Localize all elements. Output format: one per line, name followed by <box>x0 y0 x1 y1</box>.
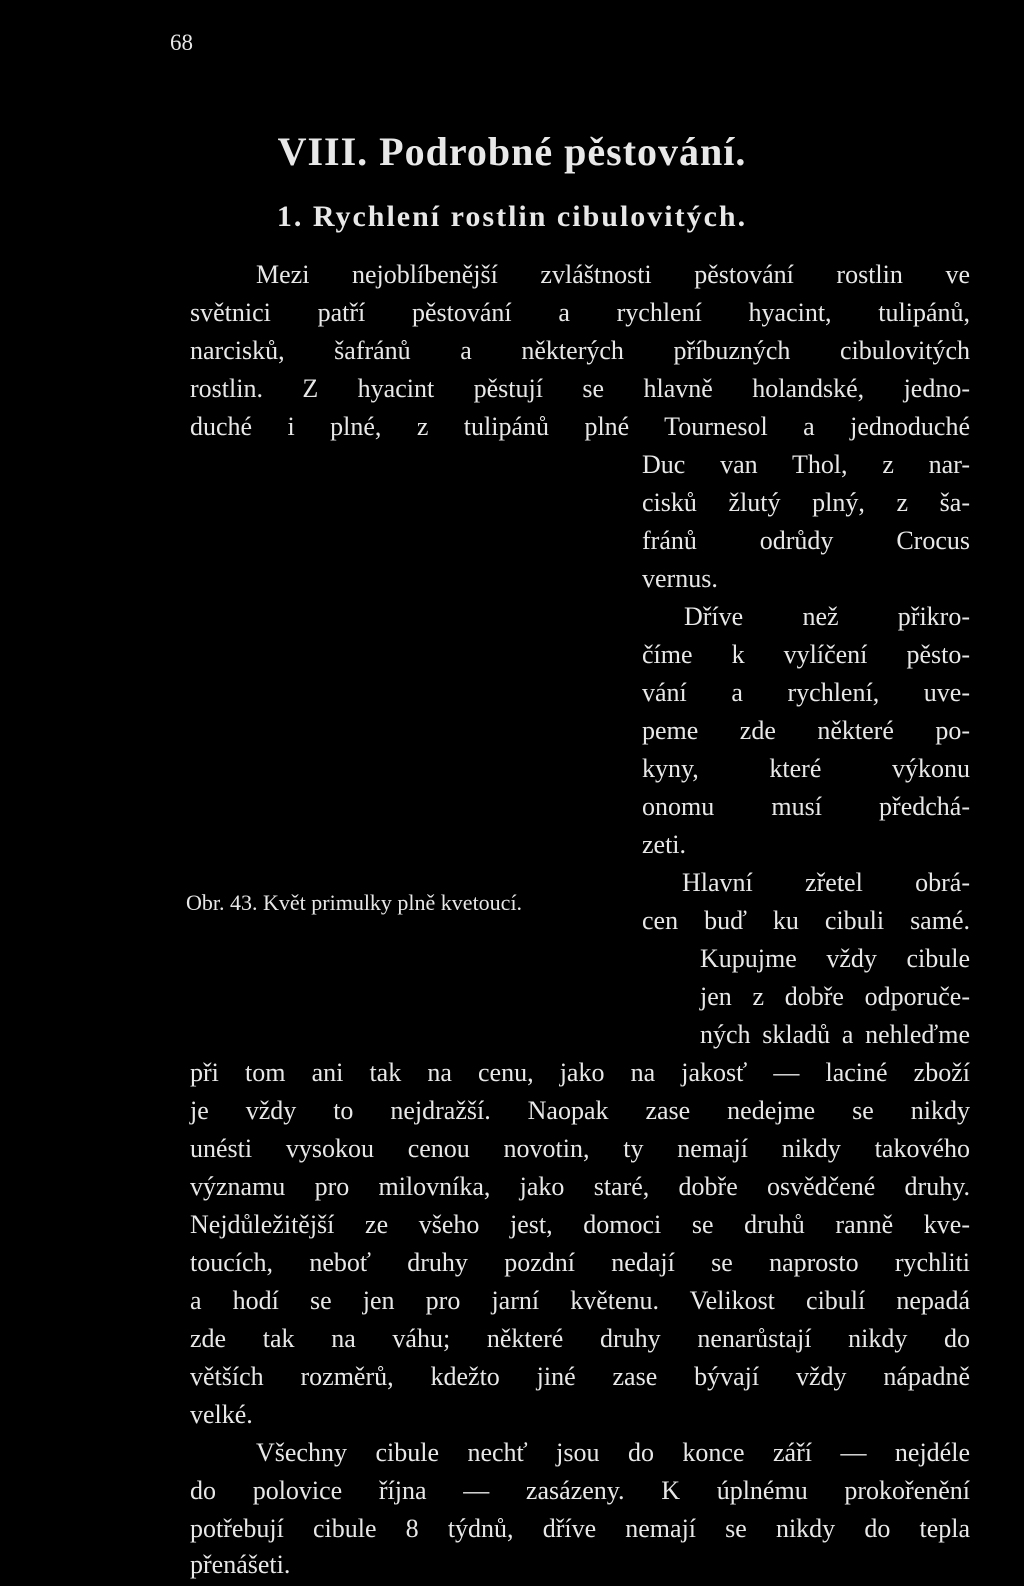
text-line: Hlavní zřetel obrá- <box>682 868 970 897</box>
text-line: vernus. <box>642 564 718 593</box>
text-line: větších rozměrů, kdežto jiné zase bývají vždy nápadně <box>190 1362 970 1391</box>
text-line: cisků žlutý plný, z ša- <box>642 488 970 517</box>
text-line: duché i plné, z tulipánů plné Tournesol a jednoduché <box>190 412 970 441</box>
text-line: cen buď ku cibuli samé. <box>642 906 970 935</box>
text-line: kyny, které výkonu <box>642 754 970 783</box>
text-line: číme k vylíčení pěsto- <box>642 640 970 669</box>
text-line: a hodí se jen pro jarní květenu. Velikost cibulí nepadá <box>190 1286 970 1315</box>
text-line: unésti vysokou cenou novotin, ty nemají nikdy takového <box>190 1134 970 1163</box>
text-line: jen z dobře odporuče- <box>700 982 970 1011</box>
text-line: je vždy to nejdražší. Naopak zase nedejme se nikdy <box>190 1096 970 1125</box>
text-line: při tom ani tak na cenu, jako na jakosť — laciné zboží <box>190 1058 970 1087</box>
text-line: Mezi nejoblíbenější zvláštnosti pěstování rostlin ve <box>256 260 970 289</box>
text-line: do polovice října — zasázeny. K úplnému prokořenění <box>190 1476 970 1505</box>
text-line: zde tak na váhu; některé druhy nenarůstají nikdy do <box>190 1324 970 1353</box>
text-line: Všechny cibule nechť jsou do konce září — nejdéle <box>256 1438 970 1467</box>
text-line: Kupujme vždy cibule <box>700 944 970 973</box>
text-line: potřebují cibule 8 týdnů, dříve nemají se nikdy do tepla <box>190 1514 970 1543</box>
text-line: zeti. <box>642 830 687 859</box>
text-line: Nejdůležitější ze všeho jest, domoci se druhů ranně kve- <box>190 1210 970 1239</box>
page-number: 68 <box>170 30 193 55</box>
text-line: významu pro milovníka, jako staré, dobře osvědčené druhy. <box>190 1172 970 1201</box>
text-line: peme zde některé po- <box>642 716 970 745</box>
text-line: Duc van Thol, z nar- <box>642 450 970 479</box>
text-line: toucích, neboť druhy pozdní nedají se naprosto rychliti <box>190 1248 970 1277</box>
figure-caption: Obr. 43. Květ primulky plně kvetoucí. <box>186 890 523 915</box>
section-title: 1. Rychlení rostlin cibulovitých. <box>276 200 748 233</box>
text-line: velké. <box>190 1400 253 1429</box>
text-line: rostlin. Z hyacint pěstují se hlavně holandské, jedno- <box>190 374 970 403</box>
text-line: fránů odrůdy Crocus <box>642 526 970 555</box>
text-line: přenášeti. <box>190 1550 291 1579</box>
text-line: onomu musí předchá- <box>642 792 970 821</box>
text-line: narcisků, šafránů a některých příbuzných cibulovitých <box>190 336 970 365</box>
figure-area <box>186 410 626 880</box>
text-line: světnici patří pěstování a rychlení hyacint, tulipánů, <box>190 298 970 327</box>
text-line: ných skladů a nehleďme <box>700 1020 970 1049</box>
chapter-title: VIII. Podrobné pěstování. <box>277 129 747 174</box>
text-line: Dříve než přikro- <box>684 602 970 631</box>
text-line: vání a rychlení, uve- <box>642 678 970 707</box>
